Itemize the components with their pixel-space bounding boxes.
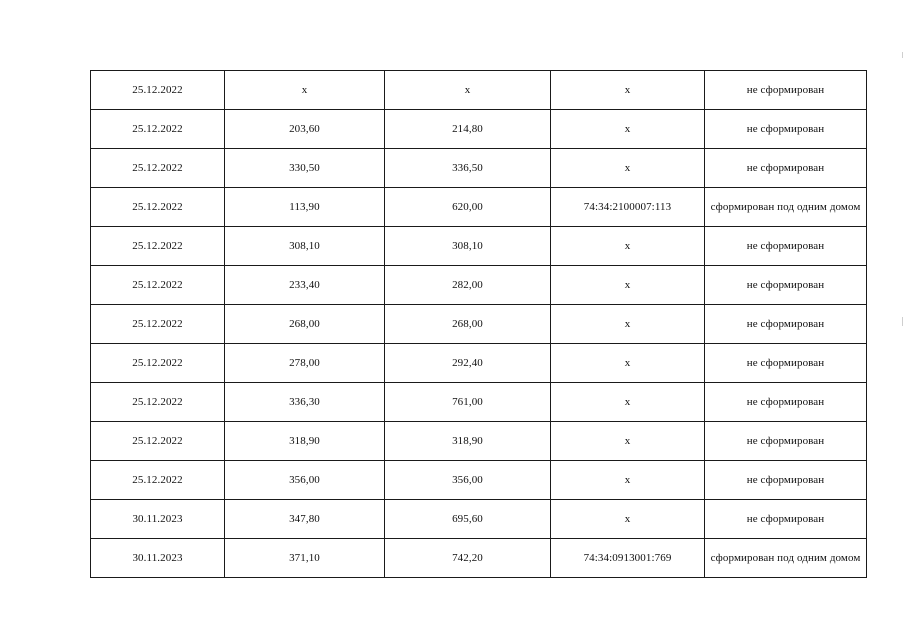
area-cell: 371,10 [225, 539, 385, 578]
total-area-cell: 620,00 [385, 188, 551, 227]
date-cell: 25.12.2022 [91, 227, 225, 266]
table-row [91, 383, 867, 422]
total-area-cell: 318,90 [385, 422, 551, 461]
date-cell: 25.12.2022 [91, 344, 225, 383]
status-cell: не сформирован [705, 305, 867, 344]
date-cell: 25.12.2022 [91, 149, 225, 188]
date-cell: 25.12.2022 [91, 71, 225, 110]
table-row [91, 227, 867, 266]
table-row [91, 539, 867, 578]
status-cell: сформирован под одним домом [705, 539, 867, 578]
table-row [91, 422, 867, 461]
status-cell: не сформирован [705, 149, 867, 188]
status-cell: не сформирован [705, 227, 867, 266]
area-cell: 347,80 [225, 500, 385, 539]
area-cell: 336,30 [225, 383, 385, 422]
status-cell: не сформирован [705, 422, 867, 461]
status-cell: не сформирован [705, 110, 867, 149]
total-area-cell: 292,40 [385, 344, 551, 383]
area-cell: 203,60 [225, 110, 385, 149]
area-cell: 268,00 [225, 305, 385, 344]
cadastral-number-cell: 74:34:0913001:769 [551, 539, 705, 578]
date-cell: 25.12.2022 [91, 461, 225, 500]
status-cell: не сформирован [705, 71, 867, 110]
area-cell: 278,00 [225, 344, 385, 383]
table-row [91, 149, 867, 188]
date-cell: 30.11.2023 [91, 500, 225, 539]
area-cell: x [225, 71, 385, 110]
registry-table-body [91, 71, 867, 578]
status-cell: не сформирован [705, 344, 867, 383]
area-cell: 113,90 [225, 188, 385, 227]
date-cell: 25.12.2022 [91, 305, 225, 344]
cadastral-number-cell: x [551, 71, 705, 110]
cadastral-number-cell: x [551, 383, 705, 422]
date-cell: 25.12.2022 [91, 266, 225, 305]
cadastral-number-cell: x [551, 344, 705, 383]
table-row [91, 266, 867, 305]
cadastral-number-cell: x [551, 305, 705, 344]
cadastral-number-cell: x [551, 227, 705, 266]
total-area-cell: 282,00 [385, 266, 551, 305]
scan-margin-mark [902, 52, 903, 58]
total-area-cell: 761,00 [385, 383, 551, 422]
total-area-cell: 742,20 [385, 539, 551, 578]
total-area-cell: 214,80 [385, 110, 551, 149]
table-row [91, 344, 867, 383]
status-cell: не сформирован [705, 461, 867, 500]
cadastral-number-cell: x [551, 422, 705, 461]
date-cell: 25.12.2022 [91, 383, 225, 422]
scan-margin-mark [902, 317, 903, 326]
total-area-cell: 308,10 [385, 227, 551, 266]
status-cell: не сформирован [705, 266, 867, 305]
total-area-cell: 695,60 [385, 500, 551, 539]
status-cell: сформирован под одним домом [705, 188, 867, 227]
cadastral-number-cell: x [551, 461, 705, 500]
cadastral-number-cell: x [551, 149, 705, 188]
area-cell: 356,00 [225, 461, 385, 500]
area-cell: 233,40 [225, 266, 385, 305]
table-row [91, 110, 867, 149]
cadastral-number-cell: x [551, 110, 705, 149]
date-cell: 25.12.2022 [91, 110, 225, 149]
date-cell: 25.12.2022 [91, 188, 225, 227]
cadastral-number-cell: x [551, 500, 705, 539]
table-row [91, 71, 867, 110]
cadastral-number-cell: x [551, 266, 705, 305]
total-area-cell: x [385, 71, 551, 110]
total-area-cell: 268,00 [385, 305, 551, 344]
date-cell: 30.11.2023 [91, 539, 225, 578]
table-row [91, 461, 867, 500]
area-cell: 318,90 [225, 422, 385, 461]
table-row [91, 188, 867, 227]
table-row [91, 500, 867, 539]
status-cell: не сформирован [705, 500, 867, 539]
table-row [91, 305, 867, 344]
registry-table [90, 70, 867, 578]
area-cell: 308,10 [225, 227, 385, 266]
status-cell: не сформирован [705, 383, 867, 422]
total-area-cell: 336,50 [385, 149, 551, 188]
area-cell: 330,50 [225, 149, 385, 188]
date-cell: 25.12.2022 [91, 422, 225, 461]
cadastral-number-cell: 74:34:2100007:113 [551, 188, 705, 227]
total-area-cell: 356,00 [385, 461, 551, 500]
